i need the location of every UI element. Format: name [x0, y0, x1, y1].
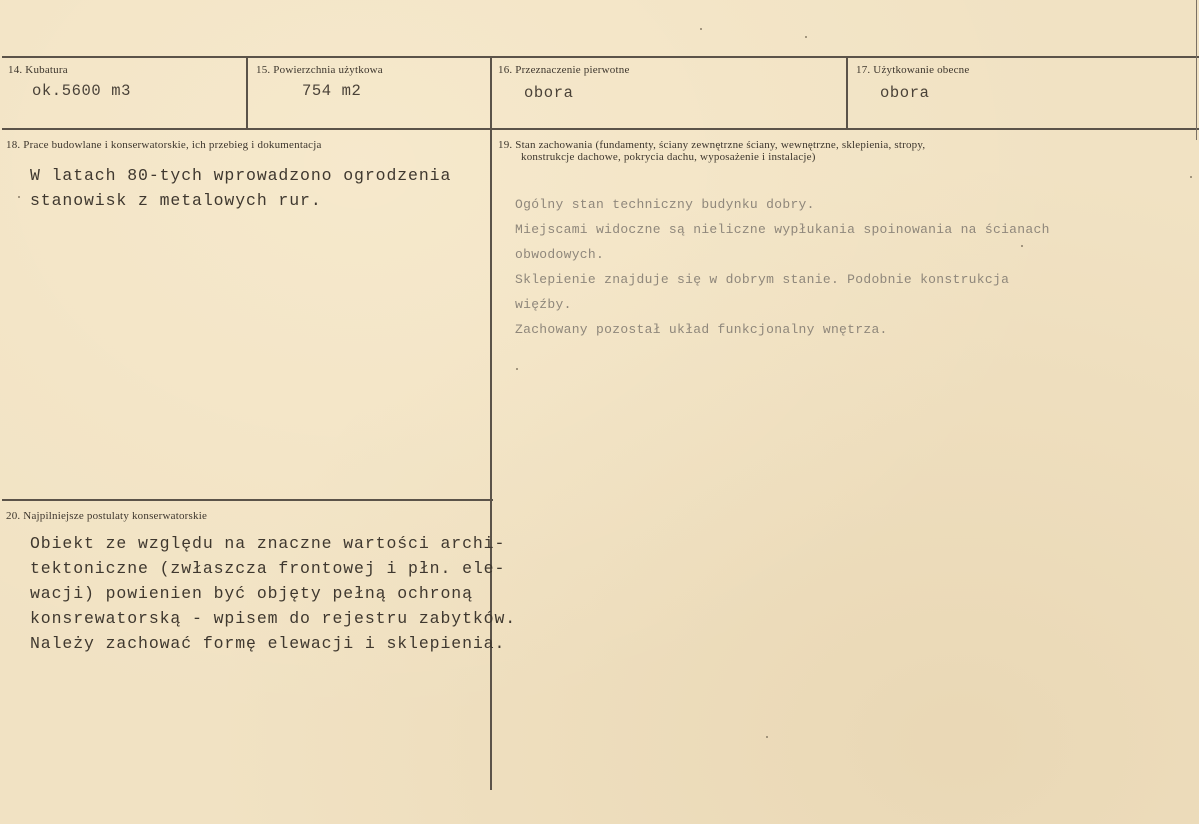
paper-speck — [1021, 245, 1023, 247]
paper-speck — [516, 368, 518, 370]
field-20-line: konsrewatorską - wpisem do rejestru zabytków. — [30, 609, 517, 628]
paper-speck — [766, 736, 768, 738]
field-14-value: ok.5600 m3 — [32, 82, 132, 100]
field-15-value: 754 m2 — [302, 82, 362, 100]
row1-bottom-rule — [2, 128, 1199, 130]
paper-speck — [18, 196, 20, 198]
field-19-line: więźby. — [515, 297, 572, 312]
field-20-text — [30, 531, 516, 656]
field-16-label: 16. Przeznaczenie pierwotne — [498, 64, 630, 76]
field-20-line: Należy zachować formę elewacji i sklepienia. — [30, 634, 506, 653]
field-18-text — [30, 163, 451, 213]
field-19-line: Miejscami widoczne są nieliczne wypłukania spoinowania na ścianach — [515, 222, 1050, 237]
field-15-label: 15. Powierzchnia użytkowa — [256, 64, 383, 76]
paper-speck — [805, 36, 807, 38]
field-18-line: stanowisk z metalowych rur. — [30, 191, 322, 210]
divider-16-17 — [846, 57, 848, 129]
section-18-bottom-rule — [2, 499, 493, 501]
field-20-line: Obiekt ze względu na znaczne wartości archi- — [30, 534, 506, 553]
field-20-line: wacji) powienien być objęty pełną ochroną — [30, 584, 473, 603]
field-19-line: obwodowych. — [515, 247, 605, 262]
field-17-label: 17. Użytkowanie obecne — [856, 64, 970, 76]
field-19-line: Ogólny stan techniczny budynku dobry. — [515, 197, 815, 212]
field-17-value: obora — [880, 84, 930, 102]
field-18-label: 18. Prace budowlane i konserwatorskie, ich przebieg i dokumentacja — [6, 139, 322, 151]
paper-speck — [700, 28, 702, 30]
field-16-value: obora — [524, 84, 574, 102]
divider-14-15 — [246, 57, 248, 129]
right-edge-rule — [1196, 0, 1197, 140]
field-19-label-line1: 19. Stan zachowania (fundamenty, ściany zewnętrzne ściany, wewnętrzne, sklepienia, stropy, — [498, 139, 926, 151]
field-18-line: W latach 80-tych wprowadzono ogrodzenia — [30, 166, 452, 185]
field-19-line: Sklepienie znajduje się w dobrym stanie. Podobnie konstrukcja — [515, 272, 1010, 287]
field-19-text — [515, 192, 1050, 342]
field-14-label: 14. Kubatura — [8, 64, 68, 76]
field-20-label: 20. Najpilniejsze postulaty konserwatorskie — [6, 510, 208, 522]
paper-speck — [1190, 176, 1192, 178]
field-19-label-line2: konstrukcje dachowe, pokrycia dachu, wyposażenie i instalacje) — [521, 151, 816, 163]
field-19-line: Zachowany pozostał układ funkcjonalny wnętrza. — [515, 322, 888, 337]
divider-main — [490, 57, 492, 790]
field-20-line: tektoniczne (zwłaszcza frontowej i płn. ele- — [30, 559, 506, 578]
top-rule — [2, 56, 1199, 58]
